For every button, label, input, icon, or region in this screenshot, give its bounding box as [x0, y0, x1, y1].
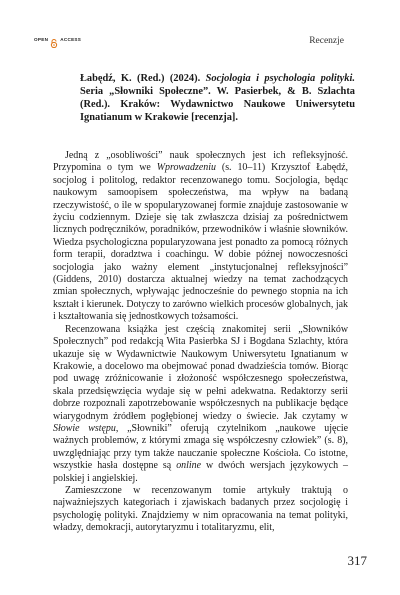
review-body: [53, 150, 348, 535]
paragraph-text: w dwóch wersjach językowych – polskiej i angielskiej.: [53, 460, 348, 484]
italic-term: Wprowadzeniu: [156, 162, 216, 174]
body-paragraph-3: [53, 485, 348, 535]
italic-term: online: [176, 460, 202, 472]
page-header: [0, 0, 400, 60]
oa-left-text: OPEN: [34, 36, 49, 42]
citation-authors: Łabędź, K. (Red.) (2024).: [80, 73, 201, 84]
paragraph-text: , „Słowniki” oferują czytelnikom „naukowe ujęcie ważnych problemów, z którymi zmaga się współczesny człowiek” (s. 8), uwzględniając przy tym także nauczanie społeczne Kościoła. Co istotne, wszystkie hasła dostępne są: [53, 422, 348, 472]
body-paragraph-1: [53, 150, 348, 324]
paragraph-text: Recenzowana książka jest częścią znakomitej serii „Słowników Społecznych” pod redakcją Wita Pasierbka SJ i Bogdana Szlachty, która ukazuje się w Wydawnictwie Naukowym Uniwersytetu Ignatianum w Krakowie, a docelowo ma obejmować ponad dwadzieścia tomów. Biorąc pod uwagę zróżnicowanie i złożoność współczesnego społeczeństwa, skala przedsięwzięcia wydaje się w pełni adekwatna. Redaktorzy serii dobrze rozpoznali zapotrzebowanie współczesnych na publikacje będące wiarygodnym źródłem pogłębionej wiedzy o świecie. Jak czytamy w: [53, 323, 348, 422]
paragraph-text: Zamieszczone w recenzowanym tomie artykuły traktują o najważniejszych kategoriach i zjawiskach badanych przez socjologię i psychologię polityki. Znajdziemy w nim opracowania na temat polityki, władzy, demokracji, autorytaryzmu i totalitaryzmu, elit,: [53, 484, 348, 534]
open-access-logo: [34, 32, 81, 46]
body-paragraph-2: [53, 324, 348, 485]
citation-book-title: Socjologia i psychologia polityki.: [205, 73, 355, 84]
italic-term: Słowie wstępu: [53, 422, 116, 434]
review-citation: [80, 72, 355, 124]
paragraph-text: (s. 10–11) Krzysztof Łabędź, socjolog i politolog, redaktor recenzowanego tomu. Socjologia, będąc naukowym samoopisem społeczeństwa, ma wpływ na badaną rzeczywistość, o ile w spopularyzowanej formie znajduje zastosowanie w życiu codziennym. Dzieje się tak zwłaszcza dzisiaj za pośrednictwem licznych podręczników, poradników, przewodników i właśnie słowników. Wiedza psychologiczna popularyzowana jest ponadto za pomocą różnych form terapii, doradztwa i coachingu. W dobie późnej nowoczesności socjologia jako ważny element „instytucjonalnej refleksyjności” (Giddens, 2010) dostarcza aktualnej wiedzy na temat zachodzących zmian społecznych, wpływając jednocześnie do pewnego stopnia na ich kształt i kierunek. Dotyczy to zarówno wielkich procesów globalnych, jak i kształtowania się jednostkowych tożsamości.: [53, 162, 349, 323]
paragraph-text: Jedną z „osobliwości” nauk społecznych jest ich refleksyjność. Przypomina o tym we: [53, 150, 348, 174]
section-title: Recenzje: [309, 36, 344, 46]
page-number: 317: [347, 553, 367, 568]
oa-right-text: ACCESS: [60, 36, 82, 42]
open-access-lock-icon: [50, 35, 58, 44]
citation-details: Seria „Słowniki Społeczne”. W. Pasierbek, & B. Szlachta (Red.). Kraków: Wydawnictwo Naukowe Uniwersytetu Ignatianum w Krakowie [recenzja].: [80, 86, 355, 124]
